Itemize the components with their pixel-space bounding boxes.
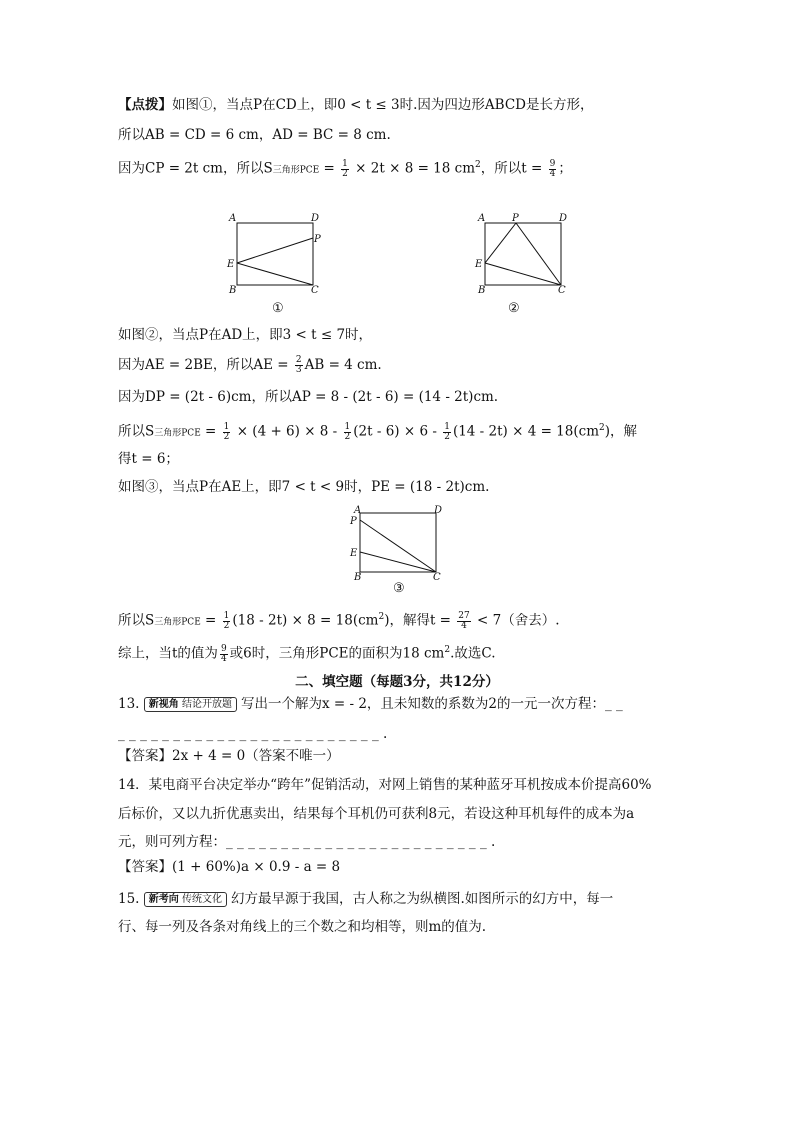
hint-text-1: 如图①，当点P在CD上，即0 < t ≤ 3时.因为四边形ABCD是长方形，	[172, 97, 594, 113]
fraction-one-half: $\frac{1}{2}$	[342, 158, 348, 179]
svg-text:C: C	[433, 572, 441, 583]
svg-text:P: P	[314, 234, 321, 245]
svg-text:D: D	[311, 213, 320, 224]
case3-line-2: 所以S三角形PCE = $\frac{1}{2}$ $(18 - 2t) \times 8 = 18(cm^2)$，解得t = $\frac{27}{4}$ < 7（舍去）.	[118, 610, 560, 631]
hint-label: 【点拨】	[118, 97, 172, 113]
question-14-line-2: 后标价，又以九折优惠卖出，结果每个耳机仍可获利8元，若设这种耳机每件的成本为a	[118, 806, 635, 822]
question-14-answer: 【答案】(1 + 60%)a × 0.9 - a = 8	[118, 859, 341, 875]
case2-line-5: 得t = 6；	[118, 451, 179, 467]
svg-text:A: A	[478, 213, 486, 224]
svg-text:E: E	[227, 259, 235, 270]
case2-line-3: 因为DP = (2t - 6)cm，所以AP = 8 - (2t - 6) = (14 - 2t)cm.	[118, 389, 499, 405]
tag-new-perspective: 新视角 结论开放题	[144, 697, 237, 712]
svg-text:E: E	[475, 259, 483, 270]
case3-line-1: 如图③，当点P在AE上，即7 < t < 9时，PE = (18 - 2t)cm.	[118, 479, 490, 495]
svg-text:B: B	[354, 572, 362, 583]
question-13-answer: 【答案】2x + 4 = 0（答案不唯一）	[118, 748, 340, 764]
fraction-nine-quarters: $\frac{9}{4}$	[549, 158, 556, 179]
hint-line-1	[118, 95, 594, 115]
figure-2-rectangle-diagram	[470, 208, 580, 318]
section-title: 二、填空题（每题3分，共12分）	[295, 674, 499, 690]
case2-line-1: 如图②，当点P在AD上，即3 < t ≤ 7时，	[118, 327, 373, 343]
svg-text:P: P	[512, 213, 519, 224]
case2-line-4: 所以S三角形PCE = $\frac{1}{2}$ × (4 + 6) × 8 - $\frac{1}{2}$ (2t - 6) × 6 - $\frac{1}{2}$ $(14 - 2t) \times 4 = 18(cm^2)$，解	[118, 421, 638, 442]
svg-text:A: A	[354, 505, 362, 516]
svg-text:D: D	[559, 213, 568, 224]
fraction-27-quarters: $\frac{27}{4}$	[458, 610, 470, 631]
question-15-line-2: 行、每一列及各条对角线上的三个数之和均相等，则m的值为.	[118, 919, 487, 935]
question-14-line-1: 14．某电商平台决定举办“跨年”促销活动，对网上销售的某种蓝牙耳机按成本价提高60%	[118, 777, 652, 793]
svg-text:③: ③	[393, 581, 405, 596]
case3-line-3: 综上，当t的值为 $\frac{9}{4}$ 或6时，三角形PCE的面积为18 $cm^2$.故选C.	[118, 643, 496, 664]
question-13-blank: _ _ _ _ _ _ _ _ _ _ _ _ _ _ _ _ _ _ _ _ _ _ _ _ .	[118, 726, 388, 742]
svg-text:①: ①	[272, 301, 284, 316]
question-13: 13. 新视角 结论开放题 写出一个解为x = - 2，且未知数的系数为2的一元一次方程：_ _	[118, 696, 623, 712]
case2-line-2: 因为AE = 2BE，所以AE = $\frac{2}{3}$ AB = 4 cm.	[118, 355, 382, 375]
svg-text:C: C	[558, 285, 566, 296]
question-14-line-3: 元，则可列方程：_ _ _ _ _ _ _ _ _ _ _ _ _ _ _ _ _ _ _ _ _ _ _ _ .	[118, 834, 496, 850]
svg-text:P: P	[350, 516, 357, 527]
svg-text:②: ②	[508, 301, 520, 316]
hint-line-2: 所以AB = CD = 6 cm，AD = BC = 8 cm.	[118, 127, 391, 143]
hint-line-3: 因为CP = 2t cm，所以S三角形PCE = $\frac{1}{2}$ × 2t × 8 = 18 $cm^2$，所以t = $\frac{9}{4}$ ；	[118, 158, 572, 179]
svg-text:A: A	[229, 213, 237, 224]
svg-text:C: C	[311, 285, 319, 296]
svg-text:B: B	[229, 285, 237, 296]
svg-text:B: B	[478, 285, 486, 296]
fraction-two-thirds: $\frac{2}{3}$	[295, 355, 302, 375]
figure-1-rectangle-diagram	[222, 208, 332, 318]
svg-text:E: E	[350, 548, 358, 559]
figure-3-rectangle-diagram	[345, 500, 455, 596]
question-15-line-1: 15. 新考向 传统文化 幻方最早源于我国，古人称之为纵横图.如图所示的幻方中，每一	[118, 891, 614, 907]
tag-new-direction: 新考向 传统文化	[144, 892, 227, 907]
svg-text:D: D	[434, 505, 443, 516]
